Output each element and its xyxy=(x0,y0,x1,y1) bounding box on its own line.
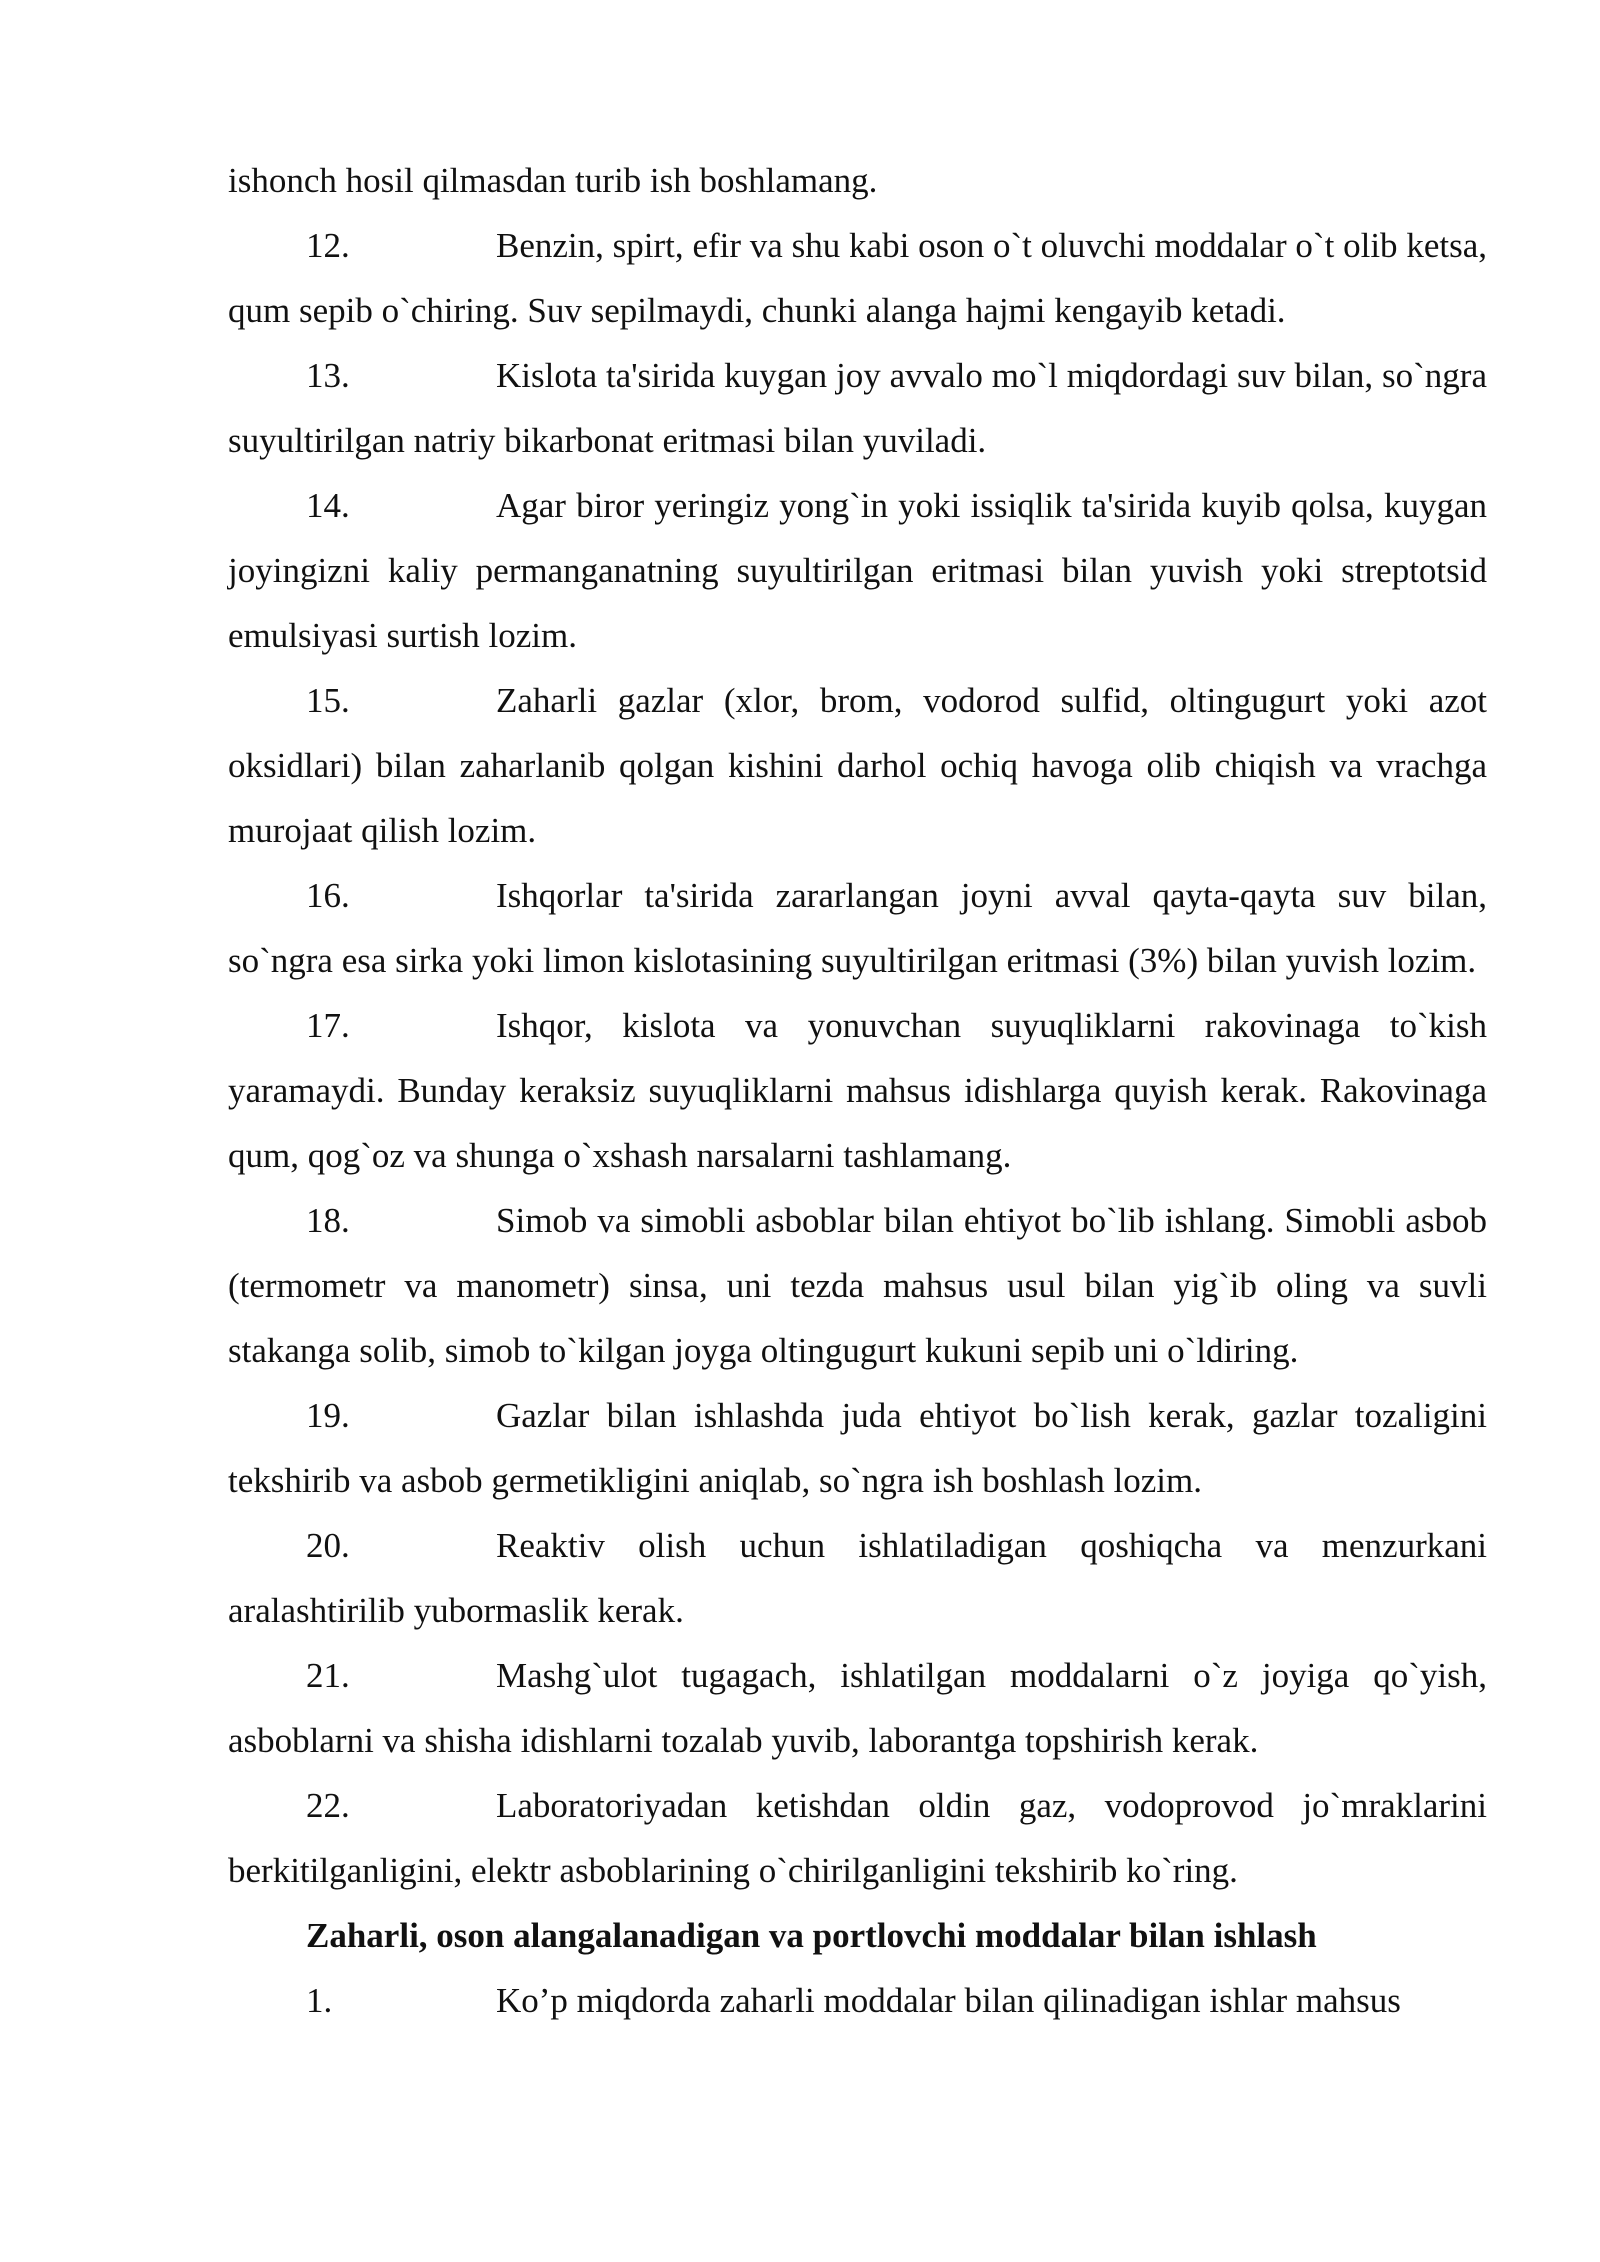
rule-item-1 xyxy=(228,1968,1487,2033)
item-number: 13. xyxy=(306,356,350,395)
item-text: Mashg`ulot tugagach, ishlatilgan moddalarni o`z joyiga qo`yish, asboblarni va shisha idishlarni tozalab yuvib, laborantga topshirish kerak. xyxy=(228,1656,1487,1760)
paragraph-continuation: ishonch hosil qilmasdan turib ish boshlamang. xyxy=(228,161,878,200)
item-number: 19. xyxy=(306,1396,350,1435)
item-number: 1. xyxy=(306,1981,333,2020)
item-text: Zaharli gazlar (xlor, brom, vodorod sulfid, oltingugurt yoki azot oksidlari) bilan zaharlanib qolgan kishini darhol ochiq havoga olib chiqish va vrachga murojaat qilish lozim. xyxy=(228,681,1487,850)
item-text: Benzin, spirt, efir va shu kabi oson o`t oluvchi moddalar o`t olib ketsa, qum sepib o`chiring. Suv sepilmaydi, chunki alanga hajmi kengayib ketadi. xyxy=(228,226,1487,330)
section-heading: Zaharli, oson alangalanadigan va portlovchi moddalar bilan ishlash xyxy=(306,1916,1317,1955)
rule-item-22 xyxy=(228,1773,1487,1903)
rule-item-20 xyxy=(228,1513,1487,1643)
rule-item-21 xyxy=(228,1643,1487,1773)
item-number: 20. xyxy=(306,1526,350,1565)
item-number: 15. xyxy=(306,681,350,720)
item-text: Agar biror yeringiz yong`in yoki issiqlik ta'sirida kuyib qolsa, kuygan joyingizni kaliy permanganatning suyultirilgan eritmasi bilan yuvish yoki streptotsid emulsiyasi surtish lozim. xyxy=(228,486,1487,655)
rule-item-17 xyxy=(228,993,1487,1188)
item-text: Simob va simobli asboblar bilan ehtiyot bo`lib ishlang. Simobli asbob (termometr va manometr) sinsa, uni tezda mahsus usul bilan yig`ib oling va suvli stakanga solib, simob to`kilgan joyga oltingugurt kukuni sepib uni o`ldiring. xyxy=(228,1201,1487,1370)
item-number: 17. xyxy=(306,1006,350,1045)
rule-item-19 xyxy=(228,1383,1487,1513)
document-page xyxy=(228,148,1487,2033)
rule-item-18 xyxy=(228,1188,1487,1383)
item-text: Kislota ta'sirida kuygan joy avvalo mo`l miqdordagi suv bilan, so`ngra suyultirilgan natriy bikarbonat eritmasi bilan yuviladi. xyxy=(228,356,1487,460)
item-number: 12. xyxy=(306,226,350,265)
rule-item-12 xyxy=(228,213,1487,343)
rule-item-16 xyxy=(228,863,1487,993)
item-number: 22. xyxy=(306,1786,350,1825)
item-text: Ko’p miqdorda zaharli moddalar bilan qilinadigan ishlar mahsus xyxy=(496,1981,1401,2020)
item-text: Ishqor, kislota va yonuvchan suyuqliklarni rakovinaga to`kish yaramaydi. Bunday keraksiz suyuqliklarni mahsus idishlarga quyish kerak. Rakovinaga qum, qog`oz va shunga o`xshash narsalarni tashlamang. xyxy=(228,1006,1487,1175)
item-number: 14. xyxy=(306,486,350,525)
item-text: Ishqorlar ta'sirida zararlangan joyni avval qayta-qayta suv bilan, so`ngra esa sirka yoki limon kislotasining suyultirilgan eritmasi (3%) bilan yuvish lozim. xyxy=(228,876,1487,980)
rule-item-15 xyxy=(228,668,1487,863)
item-text: Gazlar bilan ishlashda juda ehtiyot bo`lish kerak, gazlar tozaligini tekshirib va asbob germetikligini aniqlab, so`ngra ish boshlash lozim. xyxy=(228,1396,1487,1500)
item-number: 18. xyxy=(306,1201,350,1240)
rule-item-14 xyxy=(228,473,1487,668)
item-text: Laboratoriyadan ketishdan oldin gaz, vodoprovod jo`mraklarini berkitilganligini, elektr asboblarining o`chirilganligini tekshirib ko`ring. xyxy=(228,1786,1487,1890)
item-number: 16. xyxy=(306,876,350,915)
item-text: Reaktiv olish uchun ishlatiladigan qoshiqcha va menzurkani aralashtirilib yubormaslik kerak. xyxy=(228,1526,1487,1630)
rule-item-13 xyxy=(228,343,1487,473)
item-number: 21. xyxy=(306,1656,350,1695)
